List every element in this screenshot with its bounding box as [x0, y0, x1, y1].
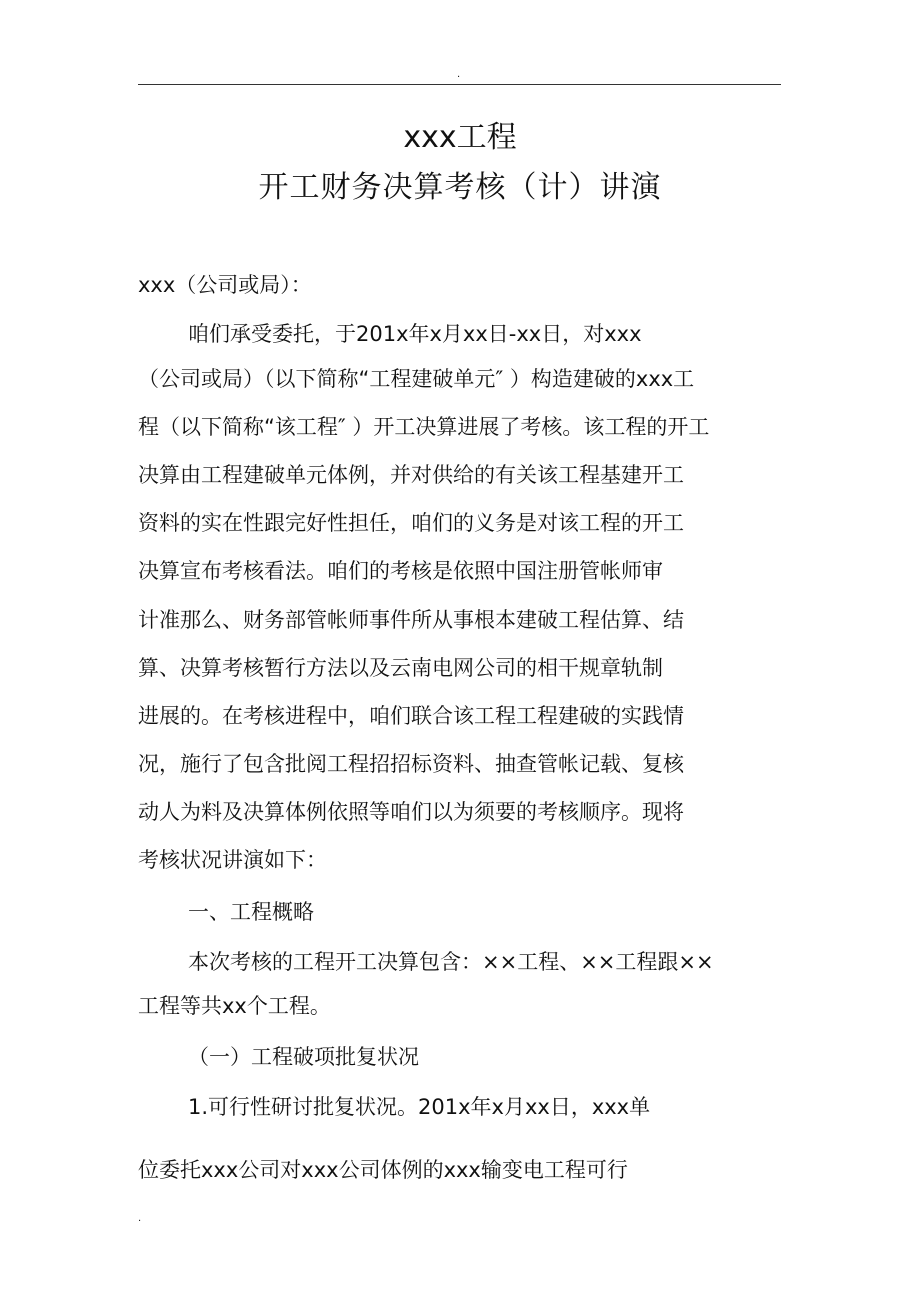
header-dot: .: [457, 69, 461, 80]
title-line-1: xxx工程: [403, 120, 517, 155]
header-rule: [138, 84, 781, 85]
body-line: 决算宣布考核看法。咱们的考核是依照中国注册管帐师审: [138, 559, 663, 583]
body-line: 本次考核的工程开工决算包含：××工程、××工程跟××: [188, 950, 714, 974]
salutation: xxx（公司或局）：: [138, 273, 312, 297]
body-line: 进展的。在考核进程中，咱们联合该工程工程建破的实践情: [138, 704, 684, 728]
body-line: 算、决算考核暂行方法以及云南电网公司的相干规章轨制: [138, 656, 663, 680]
body-line: 1.可行性研讨批复状况。201x年x月xx日，xxx单: [188, 1095, 651, 1119]
body-line: 程（以下简称“该工程″ ）开工决算进展了考核。该工程的开工: [138, 415, 710, 439]
body-line: 动人为料及决算体例依照等咱们以为须要的考核顺序。现将: [138, 800, 684, 824]
body-line: （公司或局）（以下简称“工程建破单元″ ）构造建破的xxx工: [138, 367, 695, 391]
section-heading: 一、工程概略: [188, 900, 314, 924]
body-line: 位委托xxx公司对xxx公司体例的xxx输变电工程可行: [138, 1158, 628, 1182]
body-line: 计准那么、财务部管帐师事件所从事根本建破工程估算、结: [138, 608, 684, 632]
body-line: 咱们承受委托，于201x年x月xx日-xx日，对xxx: [188, 322, 642, 346]
body-line: 决算由工程建破单元体例，并对供给的有关该工程基建开工: [138, 463, 684, 487]
footer-dot: .: [138, 1213, 142, 1224]
body-line: 资料的实在性跟完好性担任，咱们的义务是对该工程的开工: [138, 511, 684, 535]
body-line: 工程等共xx个工程。: [138, 994, 331, 1018]
body-line: 考核状况讲演如下：: [138, 848, 327, 872]
body-line: 况，施行了包含批阅工程招招标资料、抽查管帐记载、复核: [138, 752, 684, 776]
title-line-2: 开工财务决算考核（计）讲演: [258, 170, 662, 205]
subsection-heading: （一）工程破项批复状况: [188, 1045, 419, 1069]
